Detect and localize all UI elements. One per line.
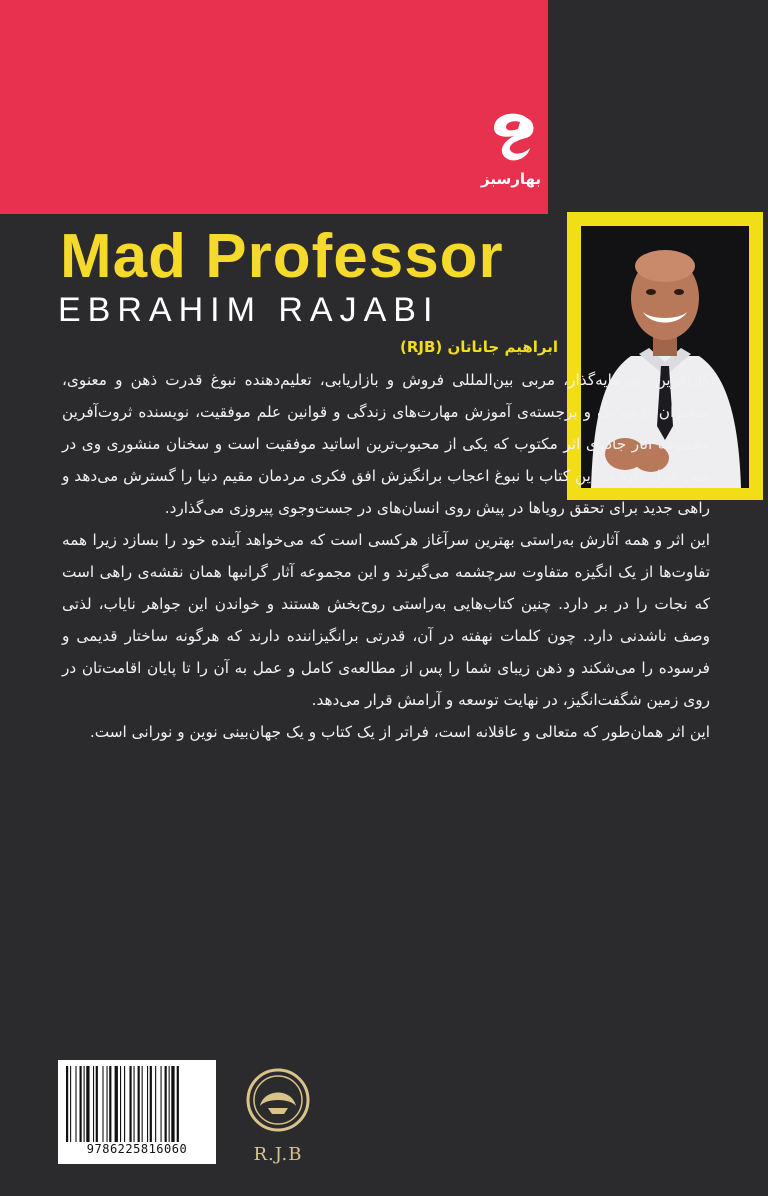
description-paragraph-1: کارآفرین، سرمایه‌گذار، مربی بین‌المللی فروش و بازاریابی، تعلیم‌دهنده نبوغ قدرت ذهن و معنوی، سخنران درجه یک و برجسته‌ی آموزش مهارت‌های زندگی و قوانین علم موفقیت، نویسنده ثروت‌آفرین مجموعه آثار جادوی اثر مکتوب که یکی از محبوب‌ترین اساتید موفقیت است و سخنان منشوری وی در صدر قرار دارد در این کتاب با نبوغ اعجاب برانگیزش افق فکری مردمان مقیم دنیا را گسترش می‌دهد و راهی جدید برای تحقق رویاها در پیش روی انسان‌های در جست‌وجوی پیروزی می‌گذارد. — [62, 371, 710, 517]
imprint-label: R.J.B — [253, 1144, 303, 1165]
isbn-number: 9786225816060 — [86, 1142, 188, 1156]
description-paragraph-2: این اثر و همه آثارش به‌راستی بهترین سرآغاز هرکسی است که می‌خواهد آینده خود را بسازد زیرا همه تفاوت‌ها از یک انگیزه متفاوت سرچشمه می‌گیرند و این مجموعه آثار گرانبها همان نقشه‌ی راهی است که نجات را در بر دارد. چنین کتاب‌هایی به‌راستی روح‌بخش هستند و خواندن این جواهر نایاب، لذتی وصف ناشدنی دارد. چون کلمات نهفته در آن، قدرتی برانگیزاننده دارند که هرگونه ساختار قدیمی و فرسوده را می‌شکند و ذهن زیبای شما را پس از مطالعه‌ی کامل و عمل به آن را تا پایان اقامت‌تان در روی زمین شگفت‌انگیز، در نهایت توسعه و آرامش قرار می‌دهد. — [62, 531, 710, 709]
description-text — [62, 364, 710, 748]
book-title: Mad Professor — [60, 222, 504, 291]
author-persian-name: ابراهیم جاناتان (RJB) — [399, 338, 558, 356]
publisher-swirl-icon — [480, 108, 542, 168]
author-name: EBRAHIM RAJABI — [58, 291, 440, 329]
publisher-logo — [476, 108, 546, 198]
publisher-name: بهارسبز — [480, 170, 541, 188]
red-banner — [0, 0, 548, 214]
rjb-emblem-icon — [238, 1066, 318, 1138]
imprint-logo — [238, 1066, 318, 1170]
description-paragraph-3: این اثر همان‌طور که متعالی و عاقلانه است، فراتر از یک کتاب و یک جهان‌بینی نوین و نورانی است. — [89, 723, 710, 741]
